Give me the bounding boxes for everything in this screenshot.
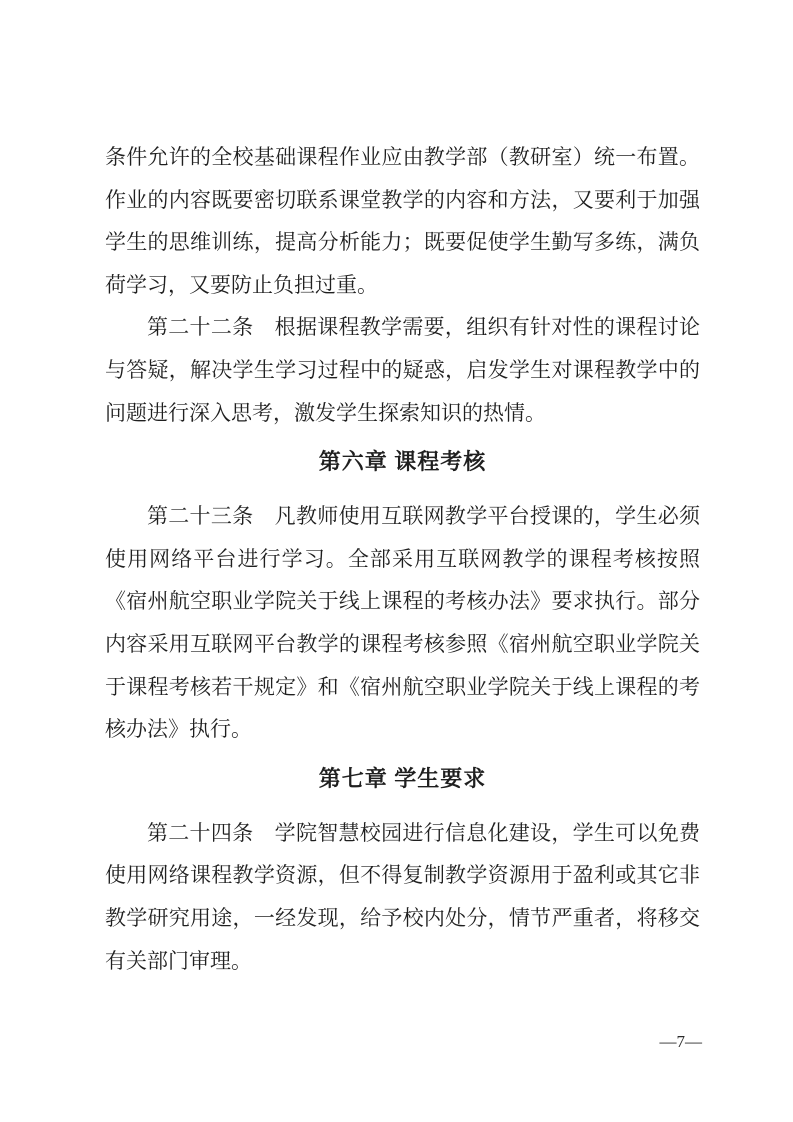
document-content <box>105 136 700 982</box>
paragraph-article-22: 第二十二条 根据课程教学需要，组织有针对性的课程讨论与答疑，解决学生学习过程中的疑惑，启发学生对课程教学中的问题进行深入思考，激发学生探索知识的热情。 <box>105 315 700 425</box>
paragraph-article-24: 第二十四条 学院智慧校园进行信息化建设，学生可以免费使用网络课程教学资源，但不得复制教学资源用于盈利或其它非教学研究用途，一经发现，给予校内处分，情节严重者，将移交有关部门审理。 <box>105 820 700 973</box>
paragraph-article-23: 第二十三条 凡教师使用互联网教学平台授课的，学生必须使用网络平台进行学习。全部采用互联网教学的课程考核按照《宿州航空职业学院关于线上课程的考核办法》要求执行。部分内容采用互联网平台教学的课程考核参照《宿州航空职业学院关于课程考核若干规定》和《宿州航空职业学院关于线上课程的考核办法》执行。 <box>105 504 700 742</box>
paragraph-homework-continuation: 条件允许的全校基础课程作业应由教学部（教研室）统一布置。作业的内容既要密切联系课堂教学的内容和方法，又要利于加强学生的思维训练，提高分析能力；既要促使学生勤写多练，满负荷学习，又要防止负担过重。 <box>105 145 700 297</box>
page-number: —7— <box>659 1032 702 1051</box>
chapter-heading-7: 第七章 学生要求 <box>318 765 487 791</box>
chapter-heading-6: 第六章 课程考核 <box>318 449 487 475</box>
